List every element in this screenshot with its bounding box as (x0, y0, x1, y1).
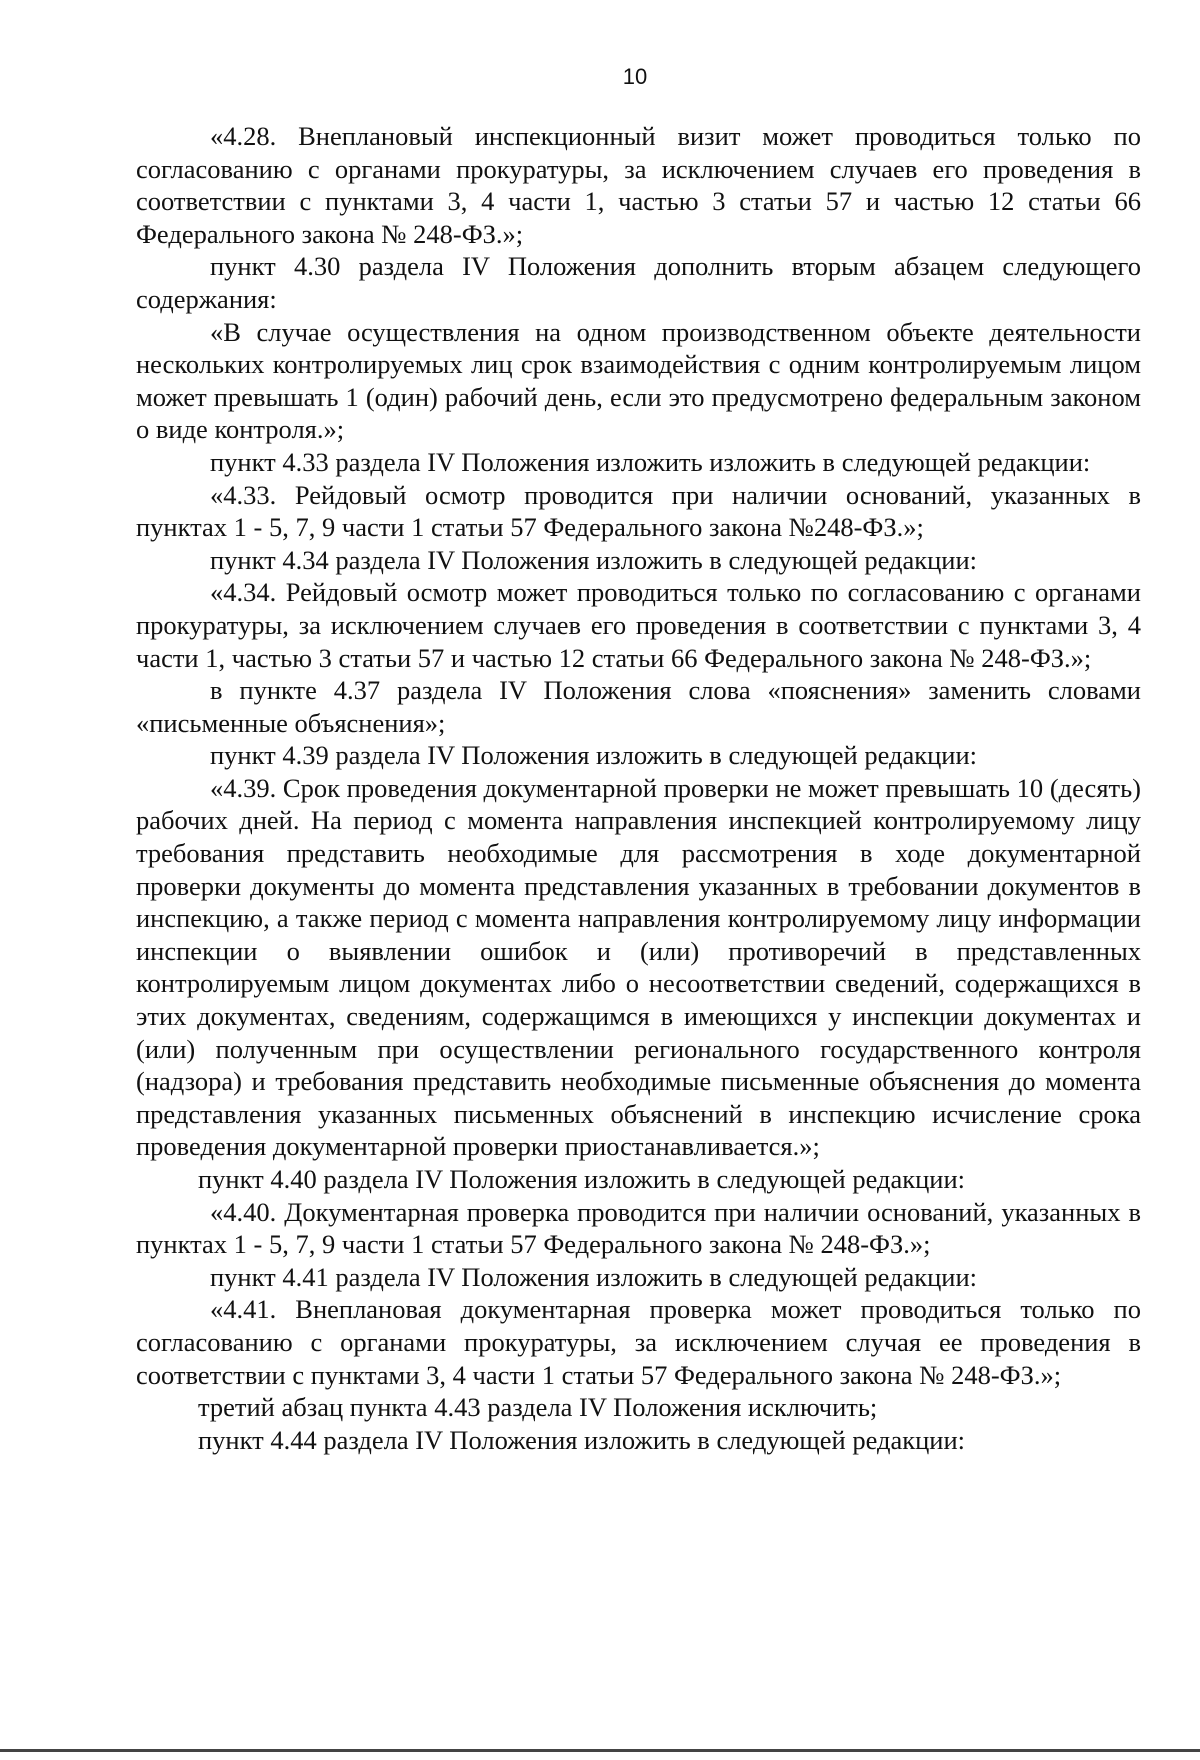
paragraph-4-33: «4.33. Рейдовый осмотр проводится при наличии оснований, указанных в пунктах 1 - 5, 7, 9 части 1 статьи 57 Федерального закона №248-ФЗ.»; (136, 479, 1141, 543)
paragraph-4-41: «4.41. Внеплановая документарная проверка может проводиться только по согласованию с органами прокуратуры, за исключением случая ее проведения в соответствии с пунктами 3, 4 части 1 статьи 57 Федерального закона № 248-ФЗ.»; (136, 1294, 1141, 1390)
paragraph-amend-4-43: третий абзац пункта 4.43 раздела IV Положения исключить; (198, 1392, 878, 1423)
paragraph-amend-4-44: пункт 4.44 раздела IV Положения изложить в следующей редакции: (198, 1424, 966, 1455)
paragraph-4-40: «4.40. Документарная проверка проводится при наличии оснований, указанных в пунктах 1 - 5, 7, 9 части 1 статьи 57 Федерального закона № 248-ФЗ.»; (136, 1196, 1141, 1260)
paragraph-4-39: «4.39. Срок проведения документарной проверки не может превышать 10 (десять) рабочих дней. На период с момента направления инспекцией контролируемому лицу требования представить необходимые для рассмотрения в ходе документарной проверки документы до момента представления указанных в требовании документов в инспекцию, а также период с момента направления контролируемому лицу информации инспекции о выявлении ошибок и (или) противоречий в представленных контролируемым лицом документах либо о несоответствии сведений, содержащихся в этих документах, сведениям, содержащимся в имеющихся у инспекции документах и (или) полученным при осуществлении регионального государственного контроля (надзора) и требования представить необходимые письменные объяснения до момента представления указанных письменных объяснений в инспекцию исчисление срока проведения документарной проверки приостанавливается.»; (136, 772, 1141, 1162)
paragraph-amend-4-41: пункт 4.41 раздела IV Положения изложить в следующей редакции: (210, 1261, 978, 1292)
paragraph-amend-4-34: пункт 4.34 раздела IV Положения изложить в следующей редакции: (210, 544, 978, 575)
scan-bottom-edge (0, 1749, 1200, 1752)
paragraph-amend-4-33: пункт 4.33 раздела IV Положения изложить изложить в следующей редакции: (210, 446, 1091, 477)
paragraph-amend-4-39: пункт 4.39 раздела IV Положения изложить в следующей редакции: (210, 740, 978, 771)
paragraph-amend-4-37: в пункте 4.37 раздела IV Положения слова «пояснения» заменить словами «письменные объяснения»; (136, 675, 1141, 738)
paragraph-4-34: «4.34. Рейдовый осмотр может проводиться только по согласованию с органами прокуратуры, за исключением случаев его проведения в соответствии с пунктами 3, 4 части 1, частью 3 статьи 57 и частью 12 статьи 66 Федерального закона № 248-ФЗ.»; (136, 577, 1141, 673)
page-number: 10 (622, 64, 648, 89)
document-body (136, 120, 1141, 1456)
paragraph-4-30-text: «В случае осуществления на одном производственном объекте деятельности нескольких контролируемых лиц срок взаимодействия с одним контролируемым лицом может превышать 1 (один) рабочий день, если это предусмотрено федеральным законом о виде контроля.»; (136, 316, 1141, 445)
paragraph-amend-4-40: пункт 4.40 раздела IV Положения изложить в следующей редакции: (198, 1164, 966, 1194)
paragraph-amend-4-30: пункт 4.30 раздела IV Положения дополнить вторым абзацем следующего содержания: (136, 251, 1141, 314)
paragraph-4-28: «4.28. Внеплановый инспекционный визит может проводиться только по согласованию с органами прокуратуры, за исключением случаев его проведения в соответствии с пунктами 3, 4 части 1, частью 3 статьи 57 и частью 12 статьи 66 Федерального закона № 248-ФЗ.»; (136, 121, 1141, 249)
